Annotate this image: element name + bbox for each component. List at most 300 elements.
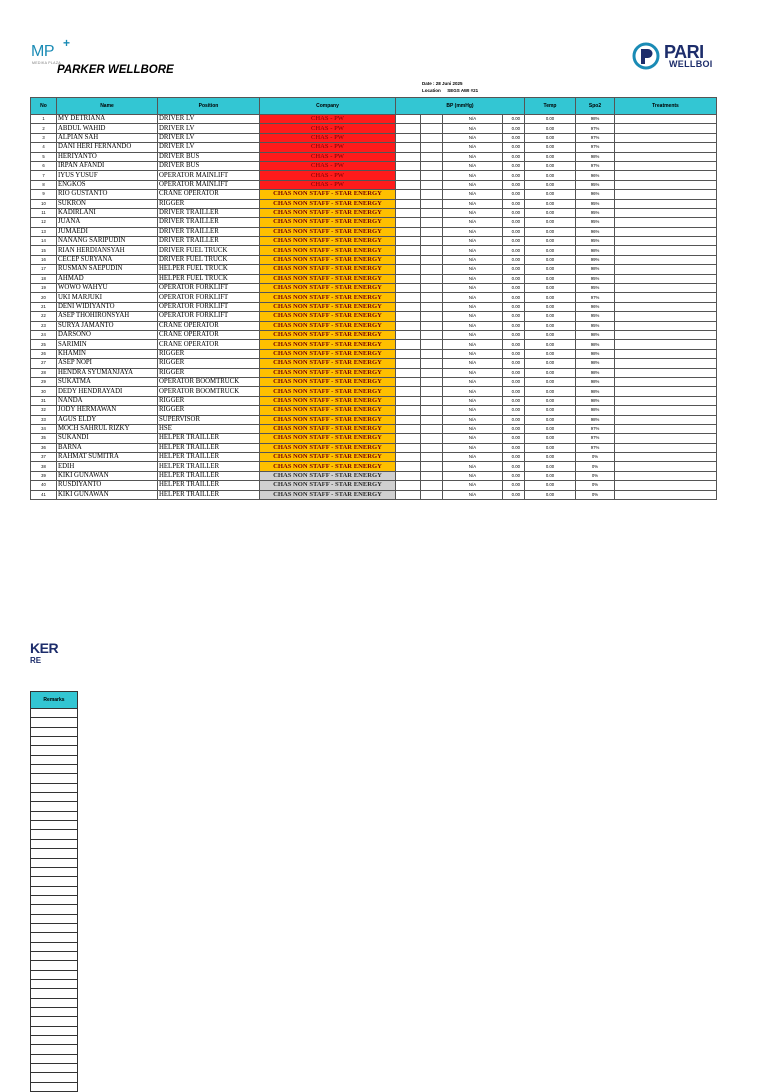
remarks-cell xyxy=(31,1017,78,1026)
row-no: 8 xyxy=(31,180,57,189)
row-temp: 0.00 xyxy=(525,453,576,462)
row-company: CHAS NON STAFF - STAR ENERGY xyxy=(260,490,396,499)
table-row xyxy=(31,471,717,480)
row-name: SURYA JAMANTO xyxy=(57,321,158,330)
row-bp: N/A xyxy=(443,227,503,236)
col-header-no: No xyxy=(31,98,57,115)
row-bp-blank-2 xyxy=(421,171,443,180)
row-name: HERIYANTO xyxy=(57,152,158,161)
row-name: SUKATMA xyxy=(57,377,158,386)
row-name: DENI WIDIYANTO xyxy=(57,302,158,311)
row-bp: N/A xyxy=(443,246,503,255)
row-treatments xyxy=(615,237,717,246)
row-name: DEDY HENDRAYADI xyxy=(57,387,158,396)
remarks-cell xyxy=(31,727,78,736)
row-temp: 0.00 xyxy=(525,490,576,499)
row-no: 17 xyxy=(31,265,57,274)
row-bp-blank-2 xyxy=(421,246,443,255)
row-company: CHAS NON STAFF - STAR ENERGY xyxy=(260,481,396,490)
table-row xyxy=(31,208,717,217)
row-spo2: 95% xyxy=(576,180,615,189)
row-company: CHAS NON STAFF - STAR ENERGY xyxy=(260,237,396,246)
row-bp-blank-2 xyxy=(421,415,443,424)
row-no: 24 xyxy=(31,330,57,339)
row-company: CHAS - PW xyxy=(260,180,396,189)
table-row xyxy=(31,218,717,227)
row-bp-blank-2 xyxy=(421,218,443,227)
row-spo2: 98% xyxy=(576,377,615,386)
remarks-row xyxy=(31,830,78,839)
remarks-cell xyxy=(31,1054,78,1063)
row-bp-value: 0.00 xyxy=(503,199,525,208)
row-bp: N/A xyxy=(443,349,503,358)
mp-logo-text: MP xyxy=(31,43,54,60)
row-bp-blank-2 xyxy=(421,293,443,302)
row-bp-blank-1 xyxy=(396,434,421,443)
row-no: 30 xyxy=(31,387,57,396)
row-no: 27 xyxy=(31,359,57,368)
row-temp: 0.00 xyxy=(525,152,576,161)
row-bp-blank-2 xyxy=(421,208,443,217)
row-position: HELPER FUEL TRUCK xyxy=(158,265,260,274)
row-bp: N/A xyxy=(443,124,503,133)
row-bp-value: 0.00 xyxy=(503,171,525,180)
row-name: ASEP NOPI xyxy=(57,359,158,368)
row-name: RUSMAN SAEPUDIN xyxy=(57,265,158,274)
row-position: RIGGER xyxy=(158,349,260,358)
remarks-row xyxy=(31,774,78,783)
row-bp-blank-1 xyxy=(396,218,421,227)
row-bp-blank-1 xyxy=(396,321,421,330)
row-position: DRIVER LV xyxy=(158,143,260,152)
row-temp: 0.00 xyxy=(525,406,576,415)
row-company: CHAS NON STAFF - STAR ENERGY xyxy=(260,293,396,302)
row-bp-value: 0.00 xyxy=(503,124,525,133)
row-bp-blank-1 xyxy=(396,368,421,377)
table-row xyxy=(31,330,717,339)
row-no: 20 xyxy=(31,293,57,302)
remarks-cell xyxy=(31,1064,78,1073)
remarks-cell xyxy=(31,802,78,811)
remarks-row xyxy=(31,1054,78,1063)
row-bp: N/A xyxy=(443,481,503,490)
row-bp-value: 0.00 xyxy=(503,377,525,386)
remarks-cell xyxy=(31,783,78,792)
row-position: DRIVER BUS xyxy=(158,152,260,161)
row-treatments xyxy=(615,199,717,208)
row-bp-blank-1 xyxy=(396,265,421,274)
row-bp-blank-1 xyxy=(396,340,421,349)
row-name: BARNA xyxy=(57,443,158,452)
row-bp-blank-2 xyxy=(421,190,443,199)
row-bp-value: 0.00 xyxy=(503,415,525,424)
row-temp: 0.00 xyxy=(525,265,576,274)
row-treatments xyxy=(615,161,717,170)
row-treatments xyxy=(615,377,717,386)
remarks-cell xyxy=(31,895,78,904)
row-position: DRIVER FUEL TRUCK xyxy=(158,246,260,255)
table-row xyxy=(31,284,717,293)
row-bp-value: 0.00 xyxy=(503,471,525,480)
row-bp-blank-2 xyxy=(421,359,443,368)
table-row xyxy=(31,133,717,142)
row-name: SUKANDI xyxy=(57,434,158,443)
row-bp-value: 0.00 xyxy=(503,293,525,302)
remarks-table xyxy=(30,691,78,1092)
row-name: RUSDIYANTO xyxy=(57,481,158,490)
row-bp: N/A xyxy=(443,133,503,142)
row-bp: N/A xyxy=(443,330,503,339)
row-position: DRIVER LV xyxy=(158,115,260,124)
row-no: 29 xyxy=(31,377,57,386)
row-no: 19 xyxy=(31,284,57,293)
parker-logo-word: PARI xyxy=(664,42,704,62)
row-treatments xyxy=(615,133,717,142)
row-no: 4 xyxy=(31,143,57,152)
row-bp-value: 0.00 xyxy=(503,208,525,217)
table-row xyxy=(31,340,717,349)
row-temp: 0.00 xyxy=(525,293,576,302)
row-position: CRANE OPERATOR xyxy=(158,330,260,339)
row-temp: 0.00 xyxy=(525,199,576,208)
location-line xyxy=(422,88,478,93)
row-name: JUANA xyxy=(57,218,158,227)
remarks-row xyxy=(31,867,78,876)
row-treatments xyxy=(615,171,717,180)
table-row xyxy=(31,443,717,452)
row-position: HELPER FUEL TRUCK xyxy=(158,274,260,283)
table-row xyxy=(31,302,717,311)
row-bp-value: 0.00 xyxy=(503,218,525,227)
table-row xyxy=(31,255,717,264)
row-bp-blank-2 xyxy=(421,434,443,443)
row-name: IRPAN AFANDI xyxy=(57,161,158,170)
table-body xyxy=(31,115,717,500)
row-bp: N/A xyxy=(443,274,503,283)
row-bp-blank-1 xyxy=(396,199,421,208)
row-name: KADIRLANI xyxy=(57,208,158,217)
table-row xyxy=(31,180,717,189)
table-row xyxy=(31,377,717,386)
row-no: 13 xyxy=(31,227,57,236)
row-spo2: 96% xyxy=(576,190,615,199)
row-temp: 0.00 xyxy=(525,190,576,199)
row-position: HELPER TRAILLER xyxy=(158,462,260,471)
row-position: HELPER TRAILLER xyxy=(158,481,260,490)
row-bp-blank-2 xyxy=(421,199,443,208)
row-temp: 0.00 xyxy=(525,208,576,217)
row-bp-blank-1 xyxy=(396,349,421,358)
row-company: CHAS - PW xyxy=(260,115,396,124)
table-header-row xyxy=(31,98,717,115)
remarks-cell xyxy=(31,849,78,858)
row-position: DRIVER TRAILLER xyxy=(158,227,260,236)
row-position: HELPER TRAILLER xyxy=(158,490,260,499)
remarks-cell xyxy=(31,951,78,960)
row-no: 41 xyxy=(31,490,57,499)
parker-logo xyxy=(632,40,768,72)
row-treatments xyxy=(615,312,717,321)
row-treatments xyxy=(615,481,717,490)
row-bp: N/A xyxy=(443,453,503,462)
remarks-cell xyxy=(31,1008,78,1017)
table-row xyxy=(31,227,717,236)
table-row xyxy=(31,359,717,368)
row-bp-value: 0.00 xyxy=(503,453,525,462)
row-bp-value: 0.00 xyxy=(503,330,525,339)
remarks-cell xyxy=(31,765,78,774)
row-treatments xyxy=(615,284,717,293)
row-temp: 0.00 xyxy=(525,171,576,180)
row-temp: 0.00 xyxy=(525,246,576,255)
table-row xyxy=(31,396,717,405)
row-bp-blank-1 xyxy=(396,274,421,283)
row-position: RIGGER xyxy=(158,368,260,377)
row-temp: 0.00 xyxy=(525,462,576,471)
row-no: 22 xyxy=(31,312,57,321)
row-no: 18 xyxy=(31,274,57,283)
row-bp: N/A xyxy=(443,321,503,330)
row-bp: N/A xyxy=(443,406,503,415)
row-position: RIGGER xyxy=(158,396,260,405)
row-bp-value: 0.00 xyxy=(503,284,525,293)
row-no: 40 xyxy=(31,481,57,490)
row-spo2: 97% xyxy=(576,434,615,443)
row-bp: N/A xyxy=(443,152,503,161)
row-bp: N/A xyxy=(443,387,503,396)
row-bp: N/A xyxy=(443,340,503,349)
mp-logo-sub: MEDIKA PLAZA xyxy=(32,61,61,65)
row-no: 16 xyxy=(31,255,57,264)
row-company: CHAS NON STAFF - STAR ENERGY xyxy=(260,349,396,358)
table-row xyxy=(31,462,717,471)
row-bp-blank-2 xyxy=(421,302,443,311)
table-row xyxy=(31,143,717,152)
row-bp-blank-2 xyxy=(421,321,443,330)
row-bp-value: 0.00 xyxy=(503,190,525,199)
row-bp-blank-1 xyxy=(396,180,421,189)
table-row xyxy=(31,349,717,358)
row-spo2: 98% xyxy=(576,387,615,396)
row-bp-blank-2 xyxy=(421,152,443,161)
remarks-cell xyxy=(31,839,78,848)
row-spo2: 95% xyxy=(576,284,615,293)
row-spo2: 98% xyxy=(576,349,615,358)
row-name: JODY HERMAWAN xyxy=(57,406,158,415)
row-company: CHAS NON STAFF - STAR ENERGY xyxy=(260,246,396,255)
row-temp: 0.00 xyxy=(525,368,576,377)
row-company: CHAS NON STAFF - STAR ENERGY xyxy=(260,284,396,293)
row-treatments xyxy=(615,302,717,311)
row-bp-blank-2 xyxy=(421,124,443,133)
table-row xyxy=(31,406,717,415)
remarks-row xyxy=(31,727,78,736)
row-bp-blank-2 xyxy=(421,133,443,142)
row-treatments xyxy=(615,434,717,443)
row-bp-blank-2 xyxy=(421,387,443,396)
remarks-cell xyxy=(31,979,78,988)
location-value: SEGS AWI #21 xyxy=(447,88,479,93)
row-company: CHAS NON STAFF - STAR ENERGY xyxy=(260,462,396,471)
remarks-row xyxy=(31,1008,78,1017)
remarks-row xyxy=(31,942,78,951)
row-bp-value: 0.00 xyxy=(503,359,525,368)
row-spo2: 98% xyxy=(576,152,615,161)
row-temp: 0.00 xyxy=(525,274,576,283)
row-bp-blank-1 xyxy=(396,453,421,462)
remarks-row xyxy=(31,979,78,988)
company-title: PARKER WELLBORE xyxy=(57,64,174,76)
row-bp-value: 0.00 xyxy=(503,274,525,283)
row-no: 6 xyxy=(31,161,57,170)
row-company: CHAS NON STAFF - STAR ENERGY xyxy=(260,302,396,311)
row-bp-blank-2 xyxy=(421,443,443,452)
remarks-row xyxy=(31,923,78,932)
table-row xyxy=(31,161,717,170)
row-bp-value: 0.00 xyxy=(503,368,525,377)
row-temp: 0.00 xyxy=(525,312,576,321)
row-bp-blank-2 xyxy=(421,180,443,189)
remarks-cell xyxy=(31,923,78,932)
row-spo2: 0% xyxy=(576,481,615,490)
row-bp-value: 0.00 xyxy=(503,180,525,189)
location-label: Location xyxy=(422,88,441,93)
row-bp-value: 0.00 xyxy=(503,246,525,255)
table-row xyxy=(31,312,717,321)
row-no: 12 xyxy=(31,218,57,227)
table-row xyxy=(31,115,717,124)
row-temp: 0.00 xyxy=(525,124,576,133)
row-treatments xyxy=(615,406,717,415)
remarks-row xyxy=(31,1045,78,1054)
row-treatments xyxy=(615,208,717,217)
table-row xyxy=(31,321,717,330)
row-bp-value: 0.00 xyxy=(503,161,525,170)
row-bp-value: 0.00 xyxy=(503,443,525,452)
row-position: OPERATOR FORKLIFT xyxy=(158,284,260,293)
row-bp: N/A xyxy=(443,237,503,246)
row-name: JUMAEDI xyxy=(57,227,158,236)
remarks-cell xyxy=(31,821,78,830)
col-header-position: Position xyxy=(158,98,260,115)
remarks-cell xyxy=(31,942,78,951)
row-no: 39 xyxy=(31,471,57,480)
col-header-spo2: Spo2 xyxy=(576,98,615,115)
remarks-cell xyxy=(31,961,78,970)
row-company: CHAS NON STAFF - STAR ENERGY xyxy=(260,208,396,217)
row-company: CHAS NON STAFF - STAR ENERGY xyxy=(260,227,396,236)
row-company: CHAS - PW xyxy=(260,133,396,142)
row-bp-value: 0.00 xyxy=(503,321,525,330)
row-treatments xyxy=(615,415,717,424)
row-spo2: 95% xyxy=(576,321,615,330)
table-row xyxy=(31,424,717,433)
row-bp-blank-1 xyxy=(396,312,421,321)
table-row xyxy=(31,190,717,199)
row-bp-blank-1 xyxy=(396,152,421,161)
row-temp: 0.00 xyxy=(525,434,576,443)
row-bp-value: 0.00 xyxy=(503,406,525,415)
row-position: CRANE OPERATOR xyxy=(158,321,260,330)
row-bp-value: 0.00 xyxy=(503,434,525,443)
row-spo2: 0% xyxy=(576,490,615,499)
row-no: 10 xyxy=(31,199,57,208)
remarks-row xyxy=(31,933,78,942)
row-company: CHAS NON STAFF - STAR ENERGY xyxy=(260,330,396,339)
remarks-row xyxy=(31,746,78,755)
row-bp-value: 0.00 xyxy=(503,133,525,142)
row-bp-blank-2 xyxy=(421,481,443,490)
row-bp: N/A xyxy=(443,265,503,274)
row-bp-blank-1 xyxy=(396,462,421,471)
row-name: IYUS YUSUF xyxy=(57,171,158,180)
remarks-cell xyxy=(31,989,78,998)
row-no: 15 xyxy=(31,246,57,255)
date-value: 28 Juni 2025 xyxy=(435,81,463,86)
row-bp-blank-2 xyxy=(421,424,443,433)
row-bp: N/A xyxy=(443,255,503,264)
row-bp-blank-2 xyxy=(421,115,443,124)
row-company: CHAS NON STAFF - STAR ENERGY xyxy=(260,415,396,424)
remarks-row xyxy=(31,998,78,1007)
date-label: Date : xyxy=(422,81,435,86)
row-position: SUPERVISOR xyxy=(158,415,260,424)
row-treatments xyxy=(615,396,717,405)
row-no: 36 xyxy=(31,443,57,452)
row-temp: 0.00 xyxy=(525,180,576,189)
remarks-row xyxy=(31,765,78,774)
col-header-treatments: Treatments xyxy=(615,98,717,115)
row-position: OPERATOR BOOMTRUCK xyxy=(158,377,260,386)
table-row xyxy=(31,124,717,133)
remarks-row xyxy=(31,886,78,895)
row-spo2: 97% xyxy=(576,124,615,133)
remarks-row xyxy=(31,961,78,970)
row-bp-blank-1 xyxy=(396,302,421,311)
row-bp-value: 0.00 xyxy=(503,143,525,152)
row-bp: N/A xyxy=(443,302,503,311)
row-bp-value: 0.00 xyxy=(503,115,525,124)
table-row xyxy=(31,490,717,499)
row-bp: N/A xyxy=(443,284,503,293)
row-name: AGUS ELDY xyxy=(57,415,158,424)
row-bp-blank-2 xyxy=(421,255,443,264)
row-temp: 0.00 xyxy=(525,349,576,358)
row-position: OPERATOR FORKLIFT xyxy=(158,302,260,311)
row-treatments xyxy=(615,274,717,283)
remarks-row xyxy=(31,755,78,764)
row-bp: N/A xyxy=(443,180,503,189)
row-name: HENDRA SYUMANJAYA xyxy=(57,368,158,377)
row-temp: 0.00 xyxy=(525,396,576,405)
row-company: CHAS - PW xyxy=(260,143,396,152)
row-treatments xyxy=(615,190,717,199)
remarks-cell xyxy=(31,1036,78,1045)
row-treatments xyxy=(615,462,717,471)
row-bp: N/A xyxy=(443,218,503,227)
row-temp: 0.00 xyxy=(525,284,576,293)
row-treatments xyxy=(615,321,717,330)
row-treatments xyxy=(615,218,717,227)
row-company: CHAS NON STAFF - STAR ENERGY xyxy=(260,377,396,386)
row-no: 28 xyxy=(31,368,57,377)
row-name: SARIMIN xyxy=(57,340,158,349)
parker-logo-fragment-sub: RE xyxy=(30,656,42,665)
remarks-cell xyxy=(31,858,78,867)
row-bp: N/A xyxy=(443,462,503,471)
row-bp-value: 0.00 xyxy=(503,265,525,274)
remarks-row xyxy=(31,737,78,746)
